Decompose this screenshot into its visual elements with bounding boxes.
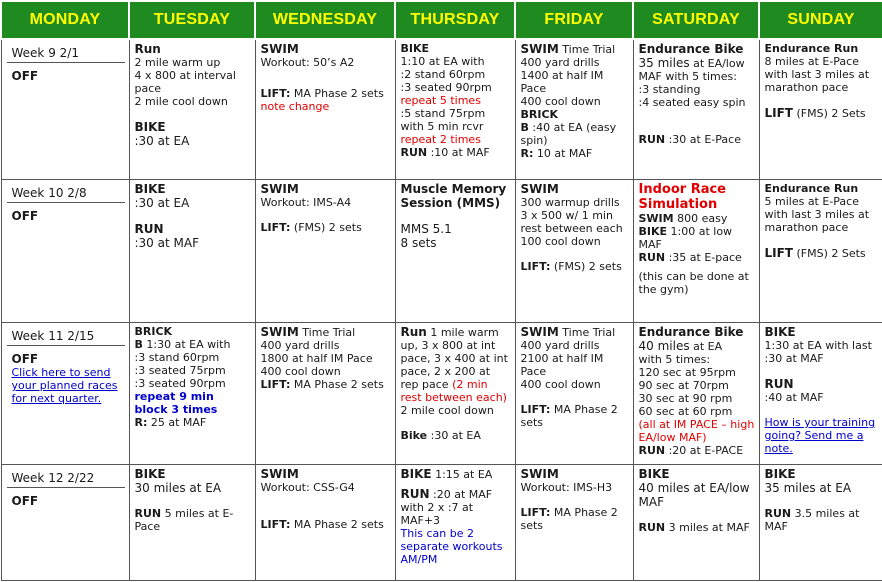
workout-line: 2 mile cool down — [400, 404, 494, 417]
workout-line: 30 sec at 90 rpm — [638, 392, 733, 405]
workout-line: :3 seated 75rpm — [134, 364, 226, 377]
workout-line: Workout: IMS-H3 — [520, 481, 613, 494]
brick-bike-line — [521, 121, 629, 147]
bike-abbr: B — [134, 338, 143, 351]
workout-detail: at EA — [185, 481, 222, 495]
run-detail: :35 at E-pace — [665, 251, 742, 264]
wednesday-cell — [255, 465, 395, 581]
swim-type: Time Trial — [298, 326, 356, 339]
workout-line — [639, 56, 755, 83]
bike-detail: 1:30 at EA with — [142, 338, 231, 351]
workout-line: :30 at EA — [134, 134, 190, 148]
week-label: Week 12 2/22 — [7, 467, 125, 488]
run-abbr: R: — [134, 416, 148, 429]
workout-line — [135, 481, 251, 495]
tuesday-cell — [129, 180, 255, 323]
workout-line: :4 seated easy spin — [638, 96, 746, 109]
workout-line: :3 seated 90rpm — [134, 377, 226, 390]
lift-line — [261, 378, 391, 391]
training-feedback-link[interactable]: How is your training going? Send me a note. — [764, 416, 876, 455]
run-detail: :30 at E-Pace — [665, 133, 741, 146]
workout-line: 35 miles at EA — [764, 481, 852, 495]
thursday-cell — [395, 180, 515, 323]
sunday-cell — [759, 465, 882, 581]
swim-detail: 800 easy — [673, 212, 728, 225]
run-label: RUN — [638, 521, 666, 534]
workout-note: This can be 2 separate workouts AM/PM — [400, 527, 503, 566]
run-label: RUN — [638, 133, 666, 146]
bike-label: BIKE — [638, 225, 668, 238]
workout-title — [521, 325, 629, 339]
lift-detail: (FMS) 2 sets — [550, 260, 622, 273]
pace-note: (all at IM PACE – high EA/low MAF) — [638, 418, 755, 444]
workout-line: 1400 at half IM Pace — [520, 69, 604, 95]
workout-line — [639, 251, 755, 264]
brick-run-line — [521, 147, 629, 160]
week-label: Week 11 2/15 — [7, 325, 125, 346]
lift-detail: (FMS) 2 sets — [290, 221, 362, 234]
bike-detail: :40 at EA (easy spin) — [520, 121, 617, 147]
run-line — [135, 507, 251, 533]
workout-detail: at EA — [689, 340, 723, 353]
run-detail: 3.5 miles at MAF — [764, 507, 860, 533]
bike-detail: 1:00 at low MAF — [638, 225, 733, 251]
week-label: Week 9 2/1 — [7, 42, 125, 63]
workout-line: 1800 at half IM Pace — [260, 352, 373, 365]
week-label: Week 10 2/8 — [7, 182, 125, 203]
off-label: OFF — [11, 352, 39, 366]
workout-title: RUN — [764, 377, 794, 391]
workout-line: 1:10 at EA with — [400, 55, 485, 68]
swim-label: SWIM — [520, 42, 559, 56]
lift-label: LIFT — [764, 246, 793, 260]
workout-line — [135, 338, 251, 351]
workout-title: SWIM — [260, 42, 299, 56]
repeat-note: repeat 9 min block 3 times — [134, 390, 218, 416]
week-row-11 — [1, 323, 882, 465]
workout-title: BIKE — [764, 467, 796, 481]
workout-line — [639, 212, 755, 225]
workout-line: 1:30 at EA with last :30 at MAF — [764, 339, 872, 365]
wednesday-cell — [255, 180, 395, 323]
workout-line — [639, 225, 755, 251]
distance: 30 miles — [134, 481, 186, 495]
workout-line: 8 miles at E-Pace with last 3 miles at marathon pace — [764, 55, 870, 94]
workout-title: BIKE — [638, 467, 670, 481]
lift-line — [521, 260, 629, 273]
bike-abbr: B — [520, 121, 529, 134]
tuesday-cell — [129, 323, 255, 465]
workout-line: 90 sec at 70rpm — [638, 379, 729, 392]
header-thursday: THURSDAY — [395, 1, 515, 39]
lift-label: LIFT: — [520, 506, 551, 519]
run-detail: 3 miles at MAF — [665, 521, 750, 534]
run-label: RUN — [764, 507, 792, 520]
workout-line: 2 mile warm up — [134, 56, 221, 69]
run-detail: 5 miles at E-Pace — [134, 507, 234, 533]
workout-title — [401, 467, 511, 481]
swim-label: SWIM — [638, 212, 674, 225]
workout-line: 400 cool down — [520, 378, 601, 391]
workout-line: :5 stand 75rpm — [400, 107, 486, 120]
run-detail: :20 at MAF with 2 x :7 at MAF+3 — [400, 488, 493, 527]
workout-title: Indoor Race Simulation — [638, 182, 727, 212]
run-line — [401, 487, 511, 527]
lift-label: LIFT — [764, 106, 793, 120]
workout-line: Workout: CSS-G4 — [260, 481, 355, 494]
lift-line — [765, 246, 879, 260]
workout-title: RUN — [134, 222, 164, 236]
run-abbr: R: — [520, 147, 534, 160]
lift-label: LIFT: — [260, 378, 291, 391]
lift-detail: MA Phase 2 sets — [290, 87, 384, 100]
workout-title — [521, 42, 629, 56]
run-line — [401, 146, 511, 159]
bike-label: BIKE — [400, 467, 432, 481]
workout-line — [639, 339, 755, 353]
run-line — [639, 521, 755, 534]
friday-cell — [515, 323, 633, 465]
workout-title: SWIM — [520, 182, 559, 196]
workout-title: Endurance Run — [764, 182, 859, 195]
bike-line — [401, 429, 511, 442]
saturday-cell — [633, 465, 759, 581]
sunday-cell — [759, 323, 882, 465]
workout-line: :3 standing — [638, 83, 701, 96]
repeat-note: repeat 2 times — [400, 133, 481, 146]
lift-line — [261, 518, 391, 531]
week-row-12 — [1, 465, 882, 581]
monday-cell — [1, 180, 129, 323]
saturday-cell — [633, 323, 759, 465]
day-header-row — [1, 1, 882, 39]
saturday-cell — [633, 39, 759, 180]
workout-title — [261, 325, 391, 339]
tuesday-cell — [129, 465, 255, 581]
note-change-text: note change — [260, 100, 330, 113]
workout-detail: at EA/low MAF with 5 times: — [638, 57, 745, 83]
run-detail: :10 at MAF — [427, 146, 490, 159]
workout-title: SWIM — [520, 467, 559, 481]
workout-line: 8 sets — [400, 236, 437, 250]
run-label: RUN — [400, 487, 430, 501]
workout-line: 400 yard drills — [520, 56, 600, 69]
monday-cell — [1, 465, 129, 581]
workout-line: 400 cool down — [520, 95, 601, 108]
rest-note: (2 min rest between each) — [400, 378, 507, 404]
saturday-cell — [633, 180, 759, 323]
thursday-cell — [395, 323, 515, 465]
run-label: RUN — [134, 507, 162, 520]
monday-cell — [1, 39, 129, 180]
lift-label: LIFT: — [520, 260, 551, 273]
lift-label: LIFT: — [260, 518, 291, 531]
run-label: Run — [400, 325, 427, 339]
thursday-cell — [395, 39, 515, 180]
send-races-link[interactable]: Click here to send your planned races for next quarter. — [11, 366, 118, 405]
workout-line: 400 yard drills — [260, 339, 340, 352]
workout-title: Endurance Bike — [638, 325, 744, 339]
workout-note: (this can be done at the gym) — [638, 270, 749, 296]
run-detail: 25 at MAF — [147, 416, 207, 429]
bike-detail: :30 at EA — [427, 429, 481, 442]
workout-line: 2100 at half IM Pace — [520, 352, 604, 378]
lift-detail: MA Phase 2 sets — [290, 518, 384, 531]
week-row-10 — [1, 180, 882, 323]
workout-line: :30 at MAF — [134, 236, 199, 250]
run-line — [639, 133, 755, 146]
brick-label: BRICK — [520, 108, 559, 121]
header-tuesday: TUESDAY — [129, 1, 255, 39]
workout-line: MMS 5.1 — [400, 222, 452, 236]
workout-line — [135, 416, 251, 429]
thursday-cell — [395, 465, 515, 581]
repeat-note: repeat 5 times — [400, 94, 481, 107]
workout-line: 2 mile cool down — [134, 95, 228, 108]
workout-line: 3 x 500 w/ 1 min rest between each — [520, 209, 623, 235]
workout-line: Workout: 50’s A2 — [260, 56, 355, 69]
friday-cell — [515, 465, 633, 581]
workout-title: Muscle Memory Session (MMS) — [400, 182, 507, 210]
run-line — [765, 507, 879, 533]
swim-type: Time Trial — [558, 326, 616, 339]
workout-title: Endurance Bike — [638, 42, 744, 56]
off-label: OFF — [11, 209, 39, 223]
workout-line: with 5 min rcvr — [400, 120, 484, 133]
workout-line: 120 sec at 95rpm — [638, 366, 736, 379]
run-detail: 1 mile warm up, 3 x 800 at int pace, 3 x 400 at int pace, 2 x 200 at rep pace — [400, 326, 508, 391]
header-saturday: SATURDAY — [633, 1, 759, 39]
workout-title: BIKE — [134, 120, 166, 134]
header-wednesday: WEDNESDAY — [255, 1, 395, 39]
week-row-9 — [1, 39, 882, 180]
lift-label: LIFT: — [520, 403, 551, 416]
workout-title: BIKE — [400, 42, 430, 55]
header-monday: MONDAY — [1, 1, 129, 39]
workout-title: SWIM — [260, 467, 299, 481]
swim-label: SWIM — [520, 325, 559, 339]
workout-line: :2 stand 60rpm — [400, 68, 486, 81]
run-label: RUN — [400, 146, 428, 159]
workout-line: 400 cool down — [260, 365, 341, 378]
workout-line: 40 miles at EA/low MAF — [638, 481, 750, 509]
friday-cell — [515, 180, 633, 323]
tuesday-cell — [129, 39, 255, 180]
workout-line — [401, 325, 511, 404]
sunday-cell — [759, 180, 882, 323]
wednesday-cell — [255, 39, 395, 180]
lift-label: LIFT: — [260, 221, 291, 234]
friday-cell — [515, 39, 633, 180]
lift-line — [261, 221, 391, 234]
monday-cell — [1, 323, 129, 465]
workout-line: 4 x 800 at interval pace — [134, 69, 236, 95]
workout-line: 60 sec at 60 rpm — [638, 405, 733, 418]
off-label: OFF — [11, 494, 39, 508]
lift-detail: MA Phase 2 sets — [520, 506, 618, 532]
swim-type: Time Trial — [558, 43, 616, 56]
lift-detail: MA Phase 2 sets — [290, 378, 384, 391]
run-detail: :20 at E-PACE — [665, 444, 744, 457]
distance: 35 miles — [638, 56, 690, 70]
workout-title: BRICK — [134, 325, 173, 338]
run-label: RUN — [638, 444, 666, 457]
workout-line: :3 stand 60rpm — [134, 351, 220, 364]
workout-line: 5 miles at E-Pace with last 3 miles at marathon pace — [764, 195, 870, 234]
lift-line — [521, 403, 629, 429]
lift-detail: MA Phase 2 sets — [520, 403, 618, 429]
workout-line: 400 yard drills — [520, 339, 600, 352]
run-label: RUN — [638, 251, 666, 264]
workout-line: Workout: IMS-A4 — [260, 196, 352, 209]
bike-label: Bike — [400, 429, 428, 442]
run-detail: 10 at MAF — [533, 147, 593, 160]
workout-line: :3 seated 90rpm — [400, 81, 492, 94]
workout-line: :40 at MAF — [764, 391, 824, 404]
workout-title: BIKE — [134, 467, 166, 481]
lift-detail: (FMS) 2 Sets — [793, 107, 866, 120]
workout-title: Endurance Run — [764, 42, 859, 55]
distance: 40 miles — [638, 339, 690, 353]
lift-line — [261, 87, 391, 100]
workout-title: BIKE — [764, 325, 796, 339]
sunday-cell — [759, 39, 882, 180]
workout-line: 300 warmup drills — [520, 196, 620, 209]
workout-line: with 5 times: — [638, 353, 711, 366]
off-label: OFF — [11, 69, 39, 83]
swim-label: SWIM — [260, 325, 299, 339]
workout-line: :30 at EA — [134, 196, 190, 210]
workout-title: Run — [134, 42, 161, 56]
lift-line — [765, 106, 879, 120]
bike-detail: 1:15 at EA — [431, 468, 493, 481]
workout-title: BIKE — [134, 182, 166, 196]
header-friday: FRIDAY — [515, 1, 633, 39]
lift-detail: (FMS) 2 Sets — [793, 247, 866, 260]
header-sunday: SUNDAY — [759, 1, 882, 39]
run-line — [639, 444, 755, 457]
lift-line — [521, 506, 629, 532]
wednesday-cell — [255, 323, 395, 465]
workout-title: SWIM — [260, 182, 299, 196]
workout-line: 100 cool down — [520, 235, 601, 248]
lift-label: LIFT: — [260, 87, 291, 100]
